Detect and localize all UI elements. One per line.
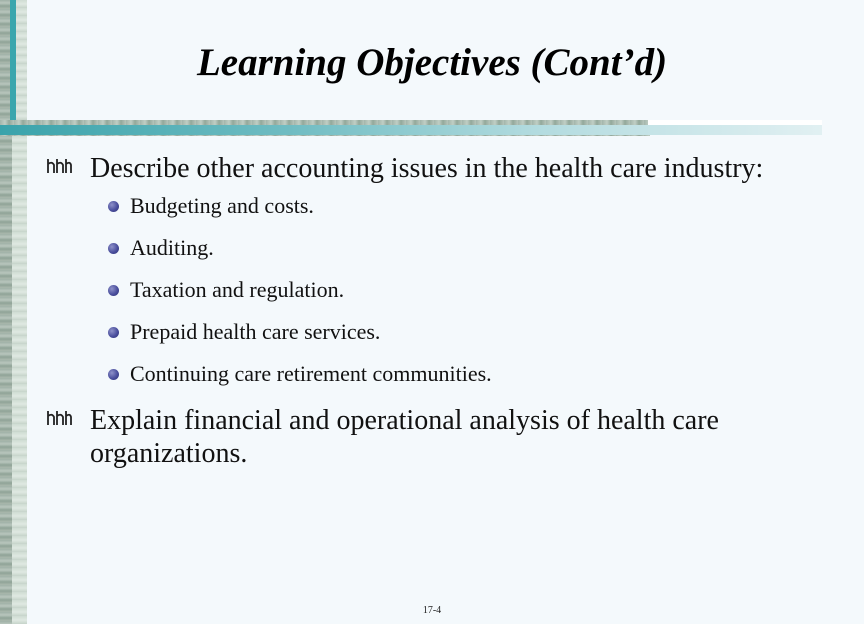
bullet-item (46, 152, 836, 185)
sub-bullet-text: Taxation and regulation. (130, 277, 345, 302)
hashes-bullet-icon (46, 158, 72, 174)
sub-bullet-item (106, 362, 836, 386)
sub-bullet-text: Continuing care retirement communities. (130, 361, 492, 386)
sub-bullet-dot-icon (108, 285, 119, 296)
sub-bullet-dot-icon (108, 243, 119, 254)
title-underline-teal (0, 125, 822, 135)
slide-content (46, 152, 836, 470)
sub-bullet-text: Auditing. (130, 235, 214, 260)
sub-bullet-item (106, 236, 836, 260)
bullet-text: Explain financial and operational analysis of health care organizations. (90, 405, 719, 469)
sub-bullet-item (106, 320, 836, 344)
slide-title: Learning Objectives (Cont’d) (196, 41, 668, 84)
bullet-item (46, 404, 836, 470)
sub-bullet-item (106, 278, 836, 302)
sub-bullet-text: Prepaid health care services. (130, 319, 381, 344)
sub-bullet-text: Budgeting and costs. (130, 193, 314, 218)
hashes-bullet-icon (46, 410, 72, 426)
sub-bullet-dot-icon (108, 201, 119, 212)
sub-bullet-item (106, 194, 836, 218)
sub-bullet-list (46, 194, 836, 386)
bullet-text: Describe other accounting issues in the health care industry: (90, 153, 764, 184)
teal-vertical-bar (10, 0, 16, 135)
sub-bullet-dot-icon (108, 327, 119, 338)
slide-number: 17-4 (422, 605, 442, 616)
sub-bullet-dot-icon (108, 369, 119, 380)
